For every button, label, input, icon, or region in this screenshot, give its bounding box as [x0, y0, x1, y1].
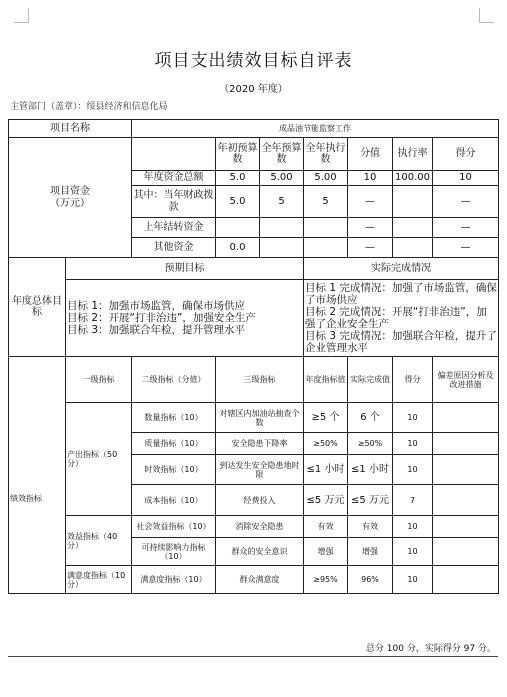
funds-initial [216, 218, 260, 238]
total-score: 总分 100 分，实际得分 97 分。 [365, 644, 496, 654]
funds-initial: 5.0 [216, 186, 260, 218]
benefit-indicator-label: 效益指标（40 分） [66, 516, 132, 566]
indicator-row [9, 566, 499, 594]
col-level2: 二级指标（分值） [132, 357, 216, 403]
target-value: ≥50% [304, 433, 348, 455]
expected-goal-header: 预期目标 [66, 258, 304, 280]
col-level1: 一级指标 [66, 357, 132, 403]
funds-exec [304, 238, 348, 258]
crop-mark-top-left [14, 8, 29, 23]
funds-rate [393, 238, 433, 258]
col-level3: 三级指标 [216, 357, 304, 403]
funds-get: — [433, 218, 499, 238]
col-actual-value: 实际完成值 [348, 357, 393, 403]
funds-get: — [433, 238, 499, 258]
level3-indicator: 消除安全隐患 [216, 516, 304, 538]
deviation-reason [433, 403, 499, 433]
funds-full: 5.00 [260, 171, 304, 186]
overall-goal-label: 年度总体目标 [9, 258, 66, 357]
project-name-row [9, 120, 499, 138]
actual-value: 6 个 [348, 403, 393, 433]
level3-indicator: 群众满意度 [216, 566, 304, 594]
col-full-budget: 全年预算数 [260, 138, 304, 171]
funds-rate [393, 218, 433, 238]
col-execution-rate: 执行率 [393, 138, 433, 171]
level2-indicator: 满意度指标（10） [132, 566, 216, 594]
project-name-label: 项目名称 [9, 120, 132, 138]
page-title: 项目支出绩效目标自评表 [154, 51, 353, 71]
funds-group-label: 项目资金 （万元） [9, 138, 132, 258]
funds-row-label: 年度资金总额 [132, 171, 216, 186]
indicator-score: 10 [393, 403, 433, 433]
level3-indicator: 对辖区内加油站抽查个数 [216, 403, 304, 433]
target-value: ≥95% [304, 566, 348, 594]
actual-result-item: 目标 3 完成情况：加强联合年检，提升了企业管理水平 [305, 330, 497, 355]
funds-row-label: 其他资金 [132, 238, 216, 258]
col-score-got: 得分 [433, 138, 499, 171]
deviation-reason [433, 538, 499, 566]
funds-score: — [348, 218, 393, 238]
funds-initial: 5.0 [216, 171, 260, 186]
footer-divider [8, 656, 498, 657]
overall-content-row [9, 280, 499, 357]
target-value: ≤1 小时 [304, 455, 348, 485]
deviation-reason [433, 566, 499, 594]
indicator-score: 10 [393, 566, 433, 594]
crop-mark-top-right [479, 8, 494, 23]
col-deviation-reason: 偏差原因分析及改进措施 [433, 357, 499, 403]
indicator-score: 10 [393, 433, 433, 455]
funds-row-label: 其中：当年财政拨款 [132, 186, 216, 218]
level2-indicator: 社会效益指标（10） [132, 516, 216, 538]
actual-results [304, 280, 499, 357]
target-value: ≤5 万元 [304, 485, 348, 516]
evaluation-table [8, 119, 499, 594]
actual-value: ≤1 小时 [348, 455, 393, 485]
funds-exec: 5.00 [304, 171, 348, 186]
deviation-reason [433, 433, 499, 455]
level3-indicator: 群众的安全意识 [216, 538, 304, 566]
output-indicator-label: 产出指标（50 分） [66, 403, 132, 516]
deviation-reason [433, 516, 499, 538]
deviation-reason [433, 455, 499, 485]
indicator-row [9, 516, 499, 538]
funds-rate [393, 186, 433, 218]
satisfaction-indicator-label: 满意度指标（10 分） [66, 566, 132, 594]
funds-get: 10 [433, 171, 499, 186]
actual-result-item: 目标 2 完成情况：开展“打非治违”，加强了企业安全生产 [305, 306, 487, 331]
target-value: 增强 [304, 538, 348, 566]
target-value: 有效 [304, 516, 348, 538]
funds-corner-cell [132, 138, 216, 171]
col-target-value: 年度指标值 [304, 357, 348, 403]
funds-header-row [9, 138, 499, 171]
level2-indicator: 成本指标（10） [132, 485, 216, 516]
funds-score: — [348, 186, 393, 218]
level3-indicator: 安全隐患下降率 [216, 433, 304, 455]
actual-value: 96% [348, 566, 393, 594]
funds-exec: 5 [304, 186, 348, 218]
actual-result-item: 目标 1 完成情况：加强了市场监管，确保了市场供应 [305, 282, 497, 307]
funds-get: — [433, 186, 499, 218]
target-value: ≥5 个 [304, 403, 348, 433]
indicator-score: 10 [393, 455, 433, 485]
indicator-header-row [9, 357, 499, 403]
expected-goals [66, 280, 304, 357]
department-line: 主管部门（盖章）：绥县经济和信息化局 [10, 102, 168, 112]
expected-goal-item: 目标 2：开展“打非治违”，加强安全生产 [67, 312, 256, 325]
level2-indicator: 数量指标（10） [132, 403, 216, 433]
funds-full [260, 218, 304, 238]
expected-goal-item: 目标 1：加强市场监管，确保市场供应 [67, 300, 246, 313]
indicator-score: 10 [393, 538, 433, 566]
expected-goal-item: 目标 3：加强联合年检，提升管理水平 [67, 324, 246, 337]
funds-row-label: 上年结转资金 [132, 218, 216, 238]
actual-value: 有效 [348, 516, 393, 538]
funds-initial: 0.0 [216, 238, 260, 258]
level2-indicator: 质量指标（10） [132, 433, 216, 455]
level3-indicator: 经费投入 [216, 485, 304, 516]
col-initial-budget: 年初预算数 [216, 138, 260, 171]
funds-full [260, 238, 304, 258]
actual-result-header: 实际完成情况 [304, 258, 499, 280]
level2-indicator: 可持续影响力指标（10） [132, 538, 216, 566]
col-score-value: 分值 [348, 138, 393, 171]
funds-exec [304, 218, 348, 238]
actual-value: ≤5 万元 [348, 485, 393, 516]
funds-score: 10 [348, 171, 393, 186]
level2-indicator: 时效指标（10） [132, 455, 216, 485]
indicator-group-top [9, 357, 66, 403]
funds-rate: 100.00 [393, 171, 433, 186]
overall-header-row [9, 258, 499, 280]
indicator-score: 7 [393, 485, 433, 516]
funds-full: 5 [260, 186, 304, 218]
funds-score: — [348, 238, 393, 258]
deviation-reason [433, 485, 499, 516]
col-execution: 全年执行数 [304, 138, 348, 171]
actual-value: 增强 [348, 538, 393, 566]
project-name-value: 成品油节能监察工作 [132, 120, 499, 138]
col-indicator-score: 得分 [393, 357, 433, 403]
performance-indicator-label: 绩效指标 [9, 403, 66, 594]
actual-value: ≥50% [348, 433, 393, 455]
report-year: （2020 年度） [219, 84, 288, 95]
level3-indicator: 到达发生安全隐患地时限 [216, 455, 304, 485]
indicator-score: 10 [393, 516, 433, 538]
indicator-row [9, 403, 499, 433]
